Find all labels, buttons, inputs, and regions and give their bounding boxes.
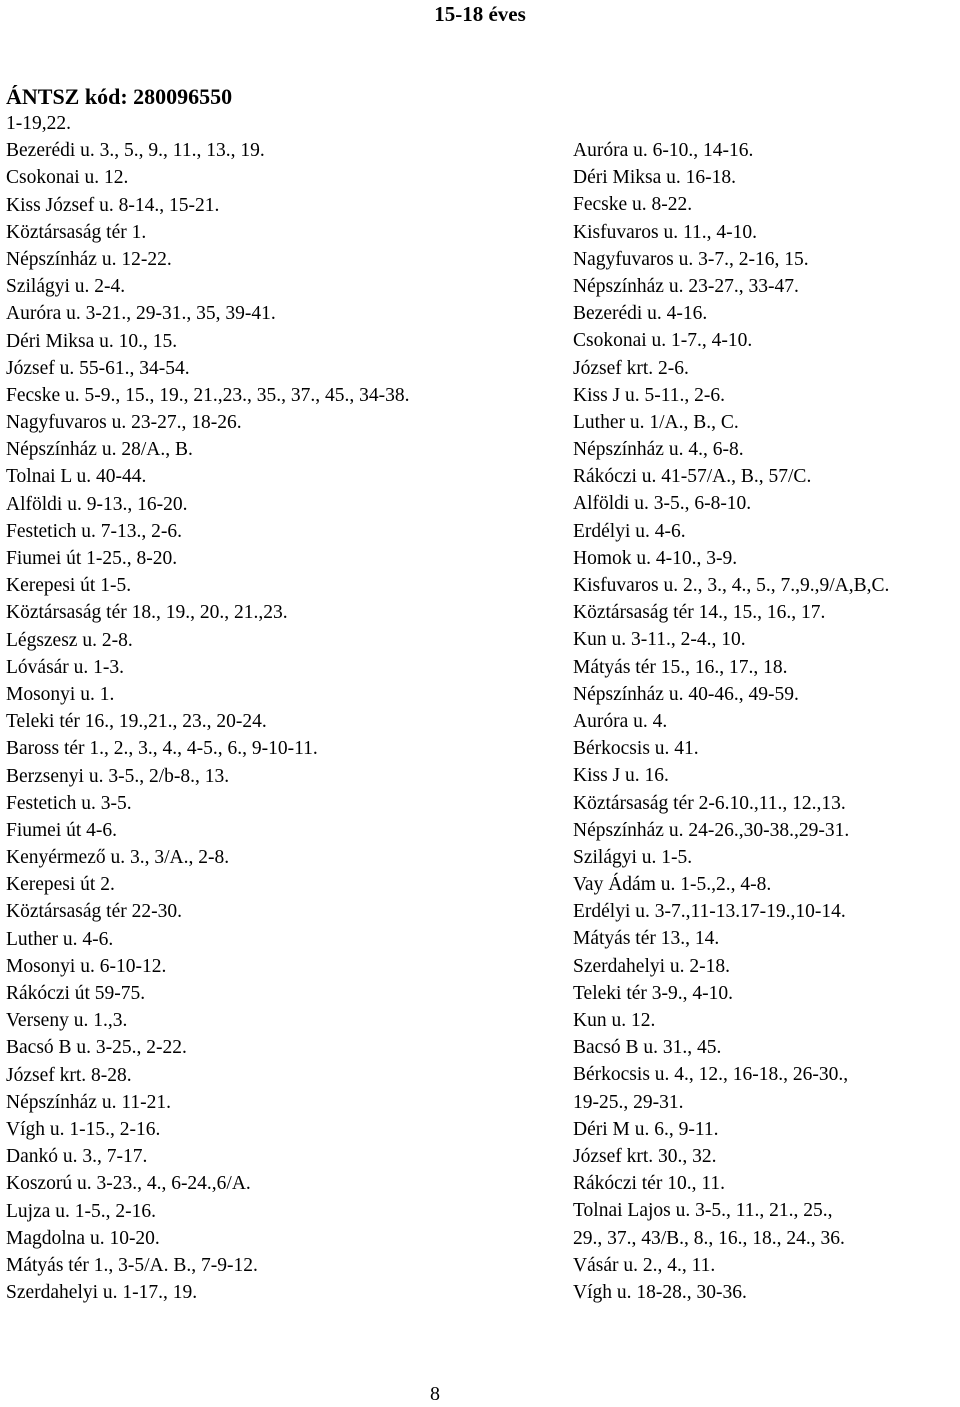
antsz-code-heading: ÁNTSZ kód: 280096550 bbox=[6, 84, 233, 109]
address-line: Rákóczi u. 41-57/A., B., 57/C. bbox=[573, 466, 812, 488]
address-line: József u. 55-61., 34-54. bbox=[6, 357, 190, 379]
address-line: József krt. 30., 32. bbox=[573, 1145, 717, 1167]
address-line: Kiss J u. 5-11., 2-6. bbox=[573, 384, 726, 406]
address-line: Bérkocsis u. 4., 12., 16-18., 26-30., bbox=[573, 1064, 849, 1086]
address-line: Csokonai u. 1-7., 4-10. bbox=[573, 330, 753, 352]
address-line: Auróra u. 6-10., 14-16. bbox=[573, 140, 754, 161]
address-line: Köztársaság tér 22-30. bbox=[6, 901, 182, 923]
address-line: Népszínház u. 24-26.,30-38.,29-31. bbox=[573, 819, 850, 841]
address-line: Rákóczi tér 10., 11. bbox=[573, 1173, 725, 1195]
address-line: Mátyás tér 13., 14. bbox=[573, 928, 720, 950]
address-line: Magdolna u. 10-20. bbox=[6, 1227, 160, 1249]
address-line: Népszínház u. 11-21. bbox=[6, 1091, 171, 1113]
address-line: Erdélyi u. 4-6. bbox=[573, 520, 686, 542]
address-line: Rákóczi út 59-75. bbox=[6, 983, 146, 1004]
address-line: Csokonai u. 12. bbox=[6, 167, 129, 189]
address-line: Népszínház u. 12-22. bbox=[6, 248, 172, 270]
address-line: Bacsó B u. 31., 45. bbox=[573, 1037, 722, 1059]
address-line: Szerdahelyi u. 1-17., 19. bbox=[6, 1282, 198, 1304]
address-line: Fecske u. 5-9., 15., 19., 21.,23., 35., 37., 45., 34-38. bbox=[6, 384, 410, 406]
address-line: Fiumei út 1-25., 8-20. bbox=[6, 548, 178, 569]
address-line: Koszorú u. 3-23., 4., 6-24.,6/A. bbox=[6, 1173, 251, 1195]
address-line: Lujza u. 1-5., 2-16. bbox=[6, 1200, 157, 1222]
address-line: Vígh u. 18-28., 30-36. bbox=[573, 1281, 747, 1303]
address-line: Kiss J u. 16. bbox=[573, 765, 669, 787]
left-address-list bbox=[6, 110, 410, 1306]
address-line: Festetich u. 7-13., 2-6. bbox=[6, 520, 183, 542]
address-line: Festetich u. 3-5. bbox=[6, 792, 132, 814]
page-number: 8 bbox=[430, 1383, 440, 1405]
address-line: Mosonyi u. 6-10-12. bbox=[6, 955, 167, 977]
address-line: Szilágyi u. 2-4. bbox=[6, 276, 126, 298]
address-line: Köztársaság tér 1. bbox=[6, 221, 147, 243]
address-line: Dankó u. 3., 7-17. bbox=[6, 1146, 148, 1168]
address-line: Mosonyi u. 1. bbox=[6, 683, 115, 705]
address-line: Kun u. 12. bbox=[573, 1010, 656, 1031]
address-line: Kisfuvaros u. 2., 3., 4., 5., 7.,9.,9/A,B,C. bbox=[573, 575, 890, 596]
address-line: Mátyás tér 15., 16., 17., 18. bbox=[573, 656, 788, 678]
address-line: Auróra u. 3-21., 29-31., 35, 39-41. bbox=[6, 303, 276, 325]
address-line: Fecske u. 8-22. bbox=[573, 194, 693, 216]
address-line: Kerepesi út 2. bbox=[6, 874, 115, 896]
address-line: Kun u. 3-11., 2-4., 10. bbox=[573, 629, 746, 651]
address-line: Tolnai L u. 40-44. bbox=[6, 466, 147, 488]
address-line: Berzsenyi u. 3-5., 2/b-8., 13. bbox=[6, 765, 230, 787]
address-line: Szerdahelyi u. 2-18. bbox=[573, 955, 731, 977]
address-line: Vígh u. 1-15., 2-16. bbox=[6, 1118, 161, 1140]
address-line: Alföldi u. 9-13., 16-20. bbox=[6, 493, 188, 515]
address-line: József krt. 8-28. bbox=[6, 1064, 132, 1086]
address-line: Teleki tér 3-9., 4-10. bbox=[573, 982, 733, 1004]
address-line: Bacsó B u. 3-25., 2-22. bbox=[6, 1037, 187, 1059]
address-line: Déri Miksa u. 16-18. bbox=[573, 167, 737, 189]
address-line: 29., 37., 43/B., 8., 16., 18., 24., 36. bbox=[573, 1227, 845, 1249]
address-line: 19-25., 29-31. bbox=[573, 1091, 684, 1113]
address-line: Népszínház u. 28/A., B. bbox=[6, 439, 193, 461]
address-line: Bérkocsis u. 41. bbox=[573, 738, 699, 760]
page-title: 15-18 éves bbox=[434, 2, 526, 26]
address-line: Verseny u. 1.,3. bbox=[6, 1010, 128, 1032]
address-line: Köztársaság tér 2-6.10.,11., 12.,13. bbox=[573, 792, 846, 814]
address-line: Vásár u. 2., 4., 11. bbox=[573, 1254, 716, 1276]
address-line: Kiss József u. 8-14., 15-21. bbox=[6, 194, 220, 216]
address-line: Mátyás tér 1., 3-5/A. B., 7-9-12. bbox=[6, 1254, 258, 1276]
address-line: Luther u. 1/A., B., C. bbox=[573, 411, 739, 433]
address-line: Népszínház u. 23-27., 33-47. bbox=[573, 275, 799, 297]
right-address-list bbox=[573, 137, 889, 1306]
address-line: Nagyfuvaros u. 3-7., 2-16, 15. bbox=[573, 248, 809, 270]
address-line: Vay Ádám u. 1-5.,2., 4-8. bbox=[573, 874, 772, 896]
address-line: 1-19,22. bbox=[6, 113, 71, 134]
address-line: Déri Miksa u. 10., 15. bbox=[6, 330, 178, 352]
address-line: Bezerédi u. 4-16. bbox=[573, 303, 708, 325]
address-line: Bezerédi u. 3., 5., 9., 11., 13., 19. bbox=[6, 140, 265, 162]
address-line: Tolnai Lajos u. 3-5., 11., 21., 25., bbox=[573, 1200, 833, 1222]
address-line: Szilágyi u. 1-5. bbox=[573, 846, 693, 868]
address-line: Kenyérmező u. 3., 3/A., 2-8. bbox=[6, 847, 230, 869]
address-line: Kisfuvaros u. 11., 4-10. bbox=[573, 221, 757, 243]
address-line: Erdélyi u. 3-7.,11-13.17-19.,10-14. bbox=[573, 901, 846, 923]
address-line: Homok u. 4-10., 3-9. bbox=[573, 547, 738, 569]
address-line: Luther u. 4-6. bbox=[6, 928, 114, 950]
address-line: Nagyfuvaros u. 23-27., 18-26. bbox=[6, 412, 242, 434]
address-line: Déri M u. 6., 9-11. bbox=[573, 1118, 719, 1140]
address-line: Alföldi u. 3-5., 6-8-10. bbox=[573, 493, 752, 515]
address-line: Fiumei út 4-6. bbox=[6, 819, 118, 841]
address-line: Népszínház u. 40-46., 49-59. bbox=[573, 683, 799, 705]
address-line: Kerepesi út 1-5. bbox=[6, 575, 132, 597]
address-line: Légszesz u. 2-8. bbox=[6, 629, 133, 651]
address-line: Lóvásár u. 1-3. bbox=[6, 656, 125, 678]
address-line: Auróra u. 4. bbox=[573, 710, 668, 732]
address-line: József krt. 2-6. bbox=[573, 357, 689, 379]
address-line: Teleki tér 16., 19.,21., 23., 20-24. bbox=[6, 711, 267, 733]
address-line: Baross tér 1., 2., 3., 4., 4-5., 6., 9-10-11. bbox=[6, 738, 318, 760]
address-line: Köztársaság tér 18., 19., 20., 21.,23. bbox=[6, 602, 288, 624]
address-line: Népszínház u. 4., 6-8. bbox=[573, 439, 744, 461]
address-line: Köztársaság tér 14., 15., 16., 17. bbox=[573, 602, 826, 624]
